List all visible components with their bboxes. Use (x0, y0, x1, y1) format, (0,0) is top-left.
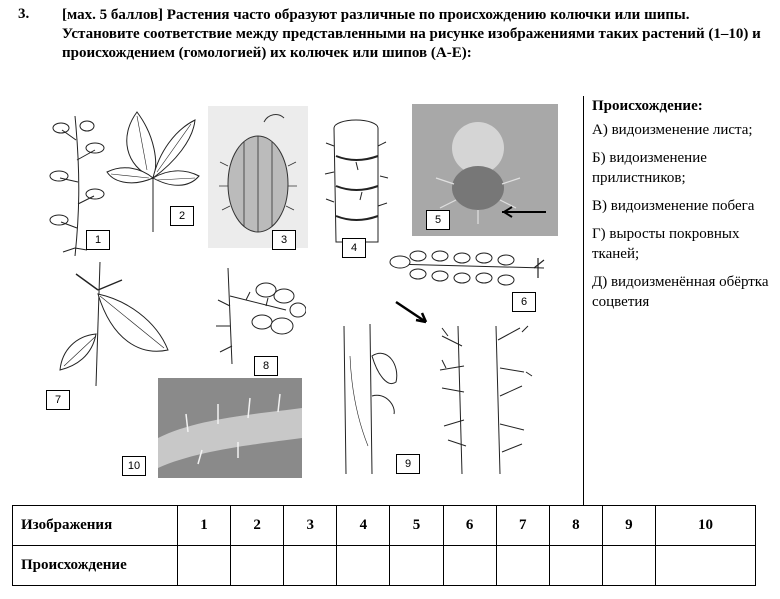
table-row-origin (13, 546, 756, 586)
origin-option-c: В) видоизменение побега (592, 198, 755, 214)
plant-8-drawing (206, 266, 306, 366)
figure-label-3: 3 (272, 230, 296, 250)
column-divider (583, 96, 584, 506)
row-header-origin: Происхождение (13, 546, 178, 586)
figure-label-9: 9 (396, 454, 420, 474)
figure-label-10: 10 (122, 456, 146, 476)
answer-cell-6[interactable] (443, 546, 496, 586)
figure-label-5: 5 (426, 210, 450, 230)
col-header-5: 5 (390, 506, 443, 546)
plant-9-drawing (338, 296, 568, 476)
origin-options (592, 96, 772, 320)
col-header-8: 8 (549, 506, 602, 546)
figure-label-8: 8 (254, 356, 278, 376)
answer-cell-5[interactable] (390, 546, 443, 586)
plant-3-image (208, 106, 308, 248)
answer-cell-10[interactable] (655, 546, 755, 586)
col-header-4: 4 (337, 506, 390, 546)
plant-figure (40, 96, 580, 486)
answer-cell-1[interactable] (178, 546, 231, 586)
origin-option-b: Б) видоизменение прилистников; (592, 150, 707, 186)
answer-cell-7[interactable] (496, 546, 549, 586)
answer-cell-4[interactable] (337, 546, 390, 586)
table-row-images (13, 506, 756, 546)
figure-label-2: 2 (170, 206, 194, 226)
figure-label-1: 1 (86, 230, 110, 250)
figure-label-7: 7 (46, 390, 70, 410)
row-header-images: Изображения (13, 506, 178, 546)
origin-option-a: А) видоизменение листа; (592, 122, 753, 138)
answer-cell-3[interactable] (284, 546, 337, 586)
question-number: 3. (18, 6, 30, 22)
answer-cell-9[interactable] (602, 546, 655, 586)
figure-label-4: 4 (342, 238, 366, 258)
answer-cell-2[interactable] (231, 546, 284, 586)
plant-10-image (158, 378, 302, 478)
col-header-2: 2 (231, 506, 284, 546)
origin-option-e: Д) видоизменённая обёртка соцветия (592, 274, 769, 310)
plant-4-drawing (322, 116, 392, 246)
question-text: [мах. 5 баллов] Растения часто образуют различные по происхождению колючки или шипы. Установите соответствие между представленными на рисунке изображениями таких растений (1–10) и происхождением (гомологией) их колючек или шипов (А-Е): (62, 7, 761, 61)
plant-7-drawing (56, 260, 186, 390)
origin-option-d: Г) выросты покровных тканей; (592, 226, 740, 262)
col-header-10: 10 (655, 506, 755, 546)
origin-heading: Происхождение: (592, 98, 703, 114)
answer-table (12, 505, 756, 586)
figure-label-6: 6 (512, 292, 536, 312)
col-header-9: 9 (602, 506, 655, 546)
col-header-6: 6 (443, 506, 496, 546)
col-header-3: 3 (284, 506, 337, 546)
answer-cell-8[interactable] (549, 546, 602, 586)
plant-6-drawing (388, 246, 550, 296)
col-header-7: 7 (496, 506, 549, 546)
col-header-1: 1 (178, 506, 231, 546)
